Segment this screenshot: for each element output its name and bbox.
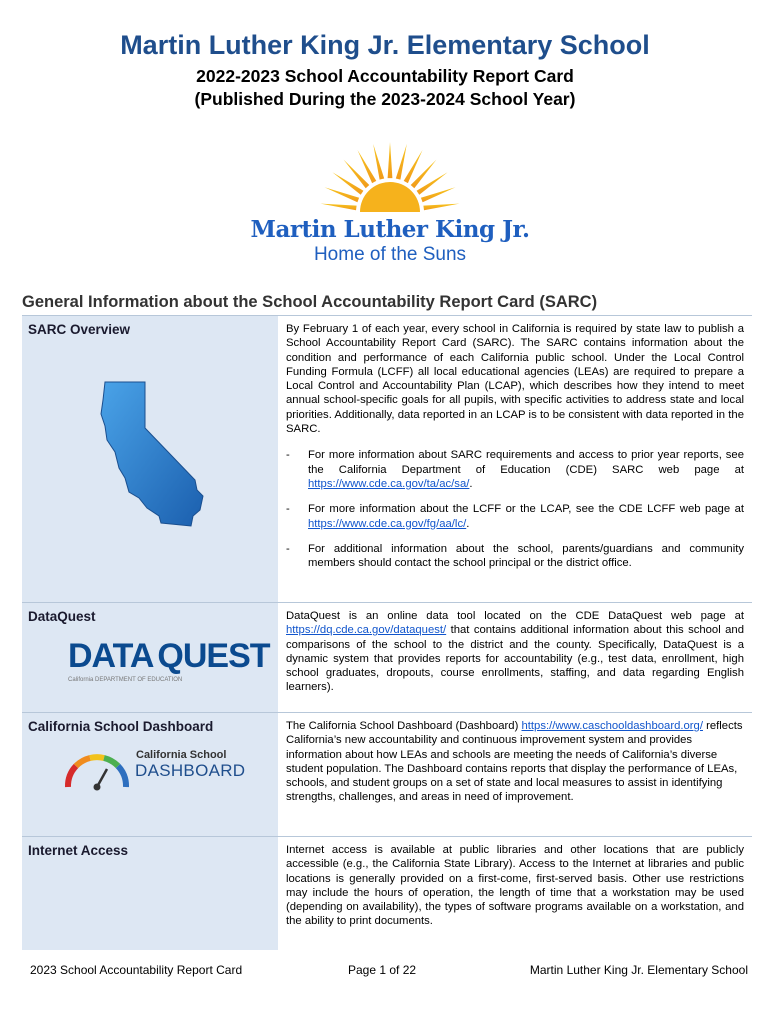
bullet-text-end: .: [466, 517, 470, 530]
bullet-text: For additional information about the school, parents/guardians and community members should contact the school principal or the district office.: [308, 542, 744, 570]
internet-access-cell: [22, 837, 278, 950]
bullet-text: [308, 502, 744, 531]
dataquest-logo-word2: QUEST: [157, 637, 270, 675]
dataquest-text-part: DataQuest is an online data tool located on the CDE DataQuest web page at: [286, 610, 744, 622]
dashboard-label: California School Dashboard: [28, 719, 214, 734]
dashboard-link[interactable]: https://www.caschooldashboard.org/: [521, 720, 703, 732]
cde-sarc-link[interactable]: https://www.cde.ca.gov/ta/ac/sa/: [308, 477, 470, 490]
sun-ray: [421, 187, 456, 202]
bullet-dash: -: [286, 542, 290, 555]
report-subtitle: [0, 65, 770, 111]
dashboard-logo-line1: California School: [136, 749, 227, 761]
info-table: [22, 315, 752, 950]
dataquest-logo-subtitle: California DEPARTMENT OF EDUCATION: [68, 677, 183, 683]
sarc-overview-label: SARC Overview: [28, 322, 131, 337]
sun-ray: [396, 144, 407, 180]
internet-access-content: [278, 837, 752, 950]
sarc-overview-content: [278, 316, 752, 602]
dashboard-text-part: The California School Dashboard (Dashboard): [286, 720, 522, 732]
sarc-overview-row: [22, 315, 752, 602]
bullet-text-part: For more information about the LCFF or the LCAP, see the CDE LCFF web page at: [308, 503, 744, 516]
sun-ray: [325, 187, 360, 202]
dataquest-paragraph: [286, 609, 744, 695]
list-item: [286, 542, 744, 571]
dashboard-cell: [22, 713, 278, 836]
dataquest-text-part: that contains additional information about this school and comparisons of the school to the district and the county. Specifically, DataQuest is a dynamic system that provides reports for accountability (e.g., test data, enrollment, high school graduates, dropouts, course enrollments, staffing, and data regarding English learners).: [286, 624, 744, 694]
bullet-dash: -: [286, 449, 290, 462]
section-heading: General Information about the School Accountability Report Card (SARC): [22, 293, 598, 311]
dataquest-logo-word1: DATA: [68, 637, 154, 675]
logo-school-name: Martin Luther King Jr.: [250, 216, 530, 243]
bullet-dash: -: [286, 503, 290, 516]
bullet-text-end: .: [469, 477, 473, 490]
sarc-overview-paragraph: By February 1 of each year, every school in California is required by state law to publish a School Accountability Report Card (SARC). The SARC contains information about the condition and performance of each California public school. Under the Local Control Funding Formula (LCFF) all local educational agencies (LEAs) are required to prepare a Local Control and Accountability Plan (LCAP), which describes how they intend to meet annual school-specific goals for all pupils, with specific activities to address state and local priorities. Additionally, data reported in an LCAP is to be consistent with data reported in the SARC.: [286, 323, 744, 436]
dashboard-content: [278, 713, 752, 836]
internet-access-label: Internet Access: [28, 843, 129, 858]
subtitle-line-1: 2022-2023 School Accountability Report Card: [196, 66, 574, 86]
footer-page-number: Page 1 of 22: [348, 963, 417, 977]
dashboard-paragraph: [286, 719, 744, 805]
dataquest-content: [278, 603, 752, 712]
dataquest-row: [22, 602, 752, 712]
sun-ray: [388, 142, 393, 178]
logo-tagline: Home of the Suns: [313, 244, 467, 265]
cde-lcff-link[interactable]: https://www.cde.ca.gov/fg/aa/lc/: [308, 517, 467, 530]
sun-icon: [250, 140, 530, 220]
subtitle-line-2: (Published During the 2023-2024 School Year): [194, 89, 576, 109]
dataquest-label: DataQuest: [28, 609, 96, 624]
school-logo: [250, 140, 530, 270]
footer-right: Martin Luther King Jr. Elementary School: [529, 963, 748, 977]
dataquest-logo: [68, 637, 270, 693]
dashboard-logo-line2: DASHBOARD: [135, 761, 246, 780]
footer-left: 2023 School Accountability Report Card: [30, 963, 243, 977]
internet-access-row: [22, 836, 752, 950]
bullet-text-part: For more information about SARC requirements and access to prior year reports, see the California Department of Education (CDE) SARC web page at: [308, 449, 744, 476]
sun-ray: [373, 144, 384, 180]
list-item: [286, 448, 744, 491]
dataquest-link[interactable]: https://dq.cde.ca.gov/dataquest/: [286, 624, 447, 637]
bullet-text: [308, 448, 744, 491]
dashboard-row: [22, 712, 752, 836]
california-map-icon: [97, 376, 227, 536]
page-title: Martin Luther King Jr. Elementary School: [120, 30, 650, 60]
sarc-overview-cell: [22, 316, 278, 602]
sun-ray: [423, 204, 459, 211]
dashboard-text-part: reflects California’s new accountability and continuous improvement system and provides information about how LEAs and schools are meeting the needs of California’s diverse student population. The Dashboard contains reports that display the performance of LEAs, schools, and student groups on a set of state and local measures to assist in identifying strengths, challenges, and areas in need of improvement.: [286, 720, 743, 804]
gauge-icon: [62, 747, 132, 793]
internet-access-paragraph: Internet access is available at public libraries and other locations that are publicly accessible (e.g., the California State Library). Access to the Internet at libraries and public locations is generally provided on a first-come, first-served basis. Other use restrictions may include the hours of operation, the length of time that a workstation may be used (depending on availability), the types of software programs available on a workstation, and the ability to print documents.: [286, 844, 744, 928]
dataquest-cell: [22, 603, 278, 712]
sun-ray: [321, 204, 357, 211]
list-item: [286, 502, 744, 531]
